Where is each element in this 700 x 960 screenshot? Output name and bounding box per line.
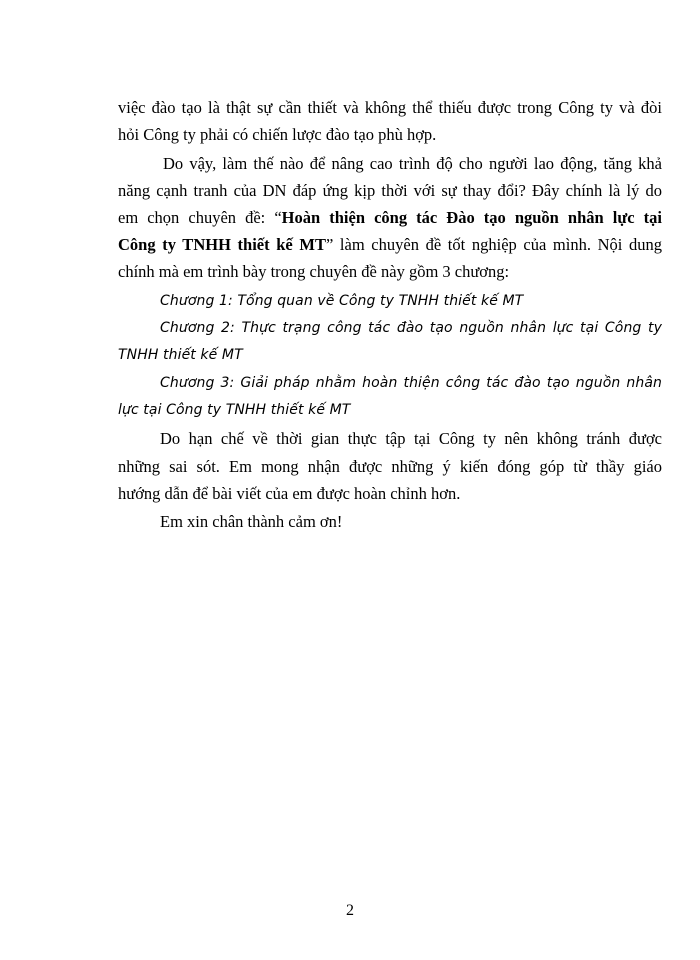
topic-outro-text: ” làm chuyên đề tốt nghiệp của mình. Nội dung — [325, 235, 662, 254]
topic-title-part-2: Công ty TNHH thiết kế MT — [118, 235, 326, 254]
topic-title-part-1: Hoàn thiện công tác Đào tạo nguồn nhân lực tại — [281, 208, 662, 227]
chapter-1-title: Chương 1: Tổng quan về Công ty TNHH thiết kế MT — [160, 293, 524, 309]
paragraph-2-line-5: chính mà em trình bày trong chuyên đề này gồm 3 chương: — [118, 262, 510, 281]
chapter-2-title-line-1: Chương 2: Thực trạng công tác đào tạo nguồn nhân lực tại Công ty — [160, 320, 662, 336]
closing-thanks: Em xin chân thành cảm ơn! — [160, 512, 343, 531]
paragraph-2-line-2: năng cạnh tranh của DN đáp ứng kịp thời với sự thay đổi? Đây chính là lý do — [118, 181, 662, 200]
paragraph-2-line-4 — [118, 235, 662, 255]
paragraph-1-line-2: hỏi Công ty phải có chiến lược đào tạo phù hợp. — [118, 125, 437, 144]
paragraph-2-line-3 — [118, 208, 662, 228]
chapter-3-title-line-1: Chương 3: Giải pháp nhằm hoàn thiện công tác đào tạo nguồn nhân — [160, 375, 662, 391]
chapter-3-title-line-2: lực tại Công ty TNHH thiết kế MT — [118, 402, 351, 418]
paragraph-3-line-2: những sai sót. Em mong nhận được những ý kiến đóng góp từ thầy giáo — [118, 457, 662, 476]
page-number: 2 — [346, 902, 354, 919]
chapter-2-title-line-2: TNHH thiết kế MT — [118, 347, 243, 363]
paragraph-2-line-1: Do vậy, làm thế nào để nâng cao trình độ cho người lao động, tăng khả — [163, 154, 662, 173]
paragraph-1-line-1: việc đào tạo là thật sự cần thiết và không thể thiếu được trong Công ty và đòi — [118, 98, 662, 117]
paragraph-3-line-1: Do hạn chế về thời gian thực tập tại Công ty nên không tránh được — [160, 429, 662, 448]
topic-intro-text: em chọn chuyên đề: “ — [118, 208, 282, 227]
paragraph-3-line-3: hướng dẫn để bài viết của em được hoàn chỉnh hơn. — [118, 484, 461, 503]
